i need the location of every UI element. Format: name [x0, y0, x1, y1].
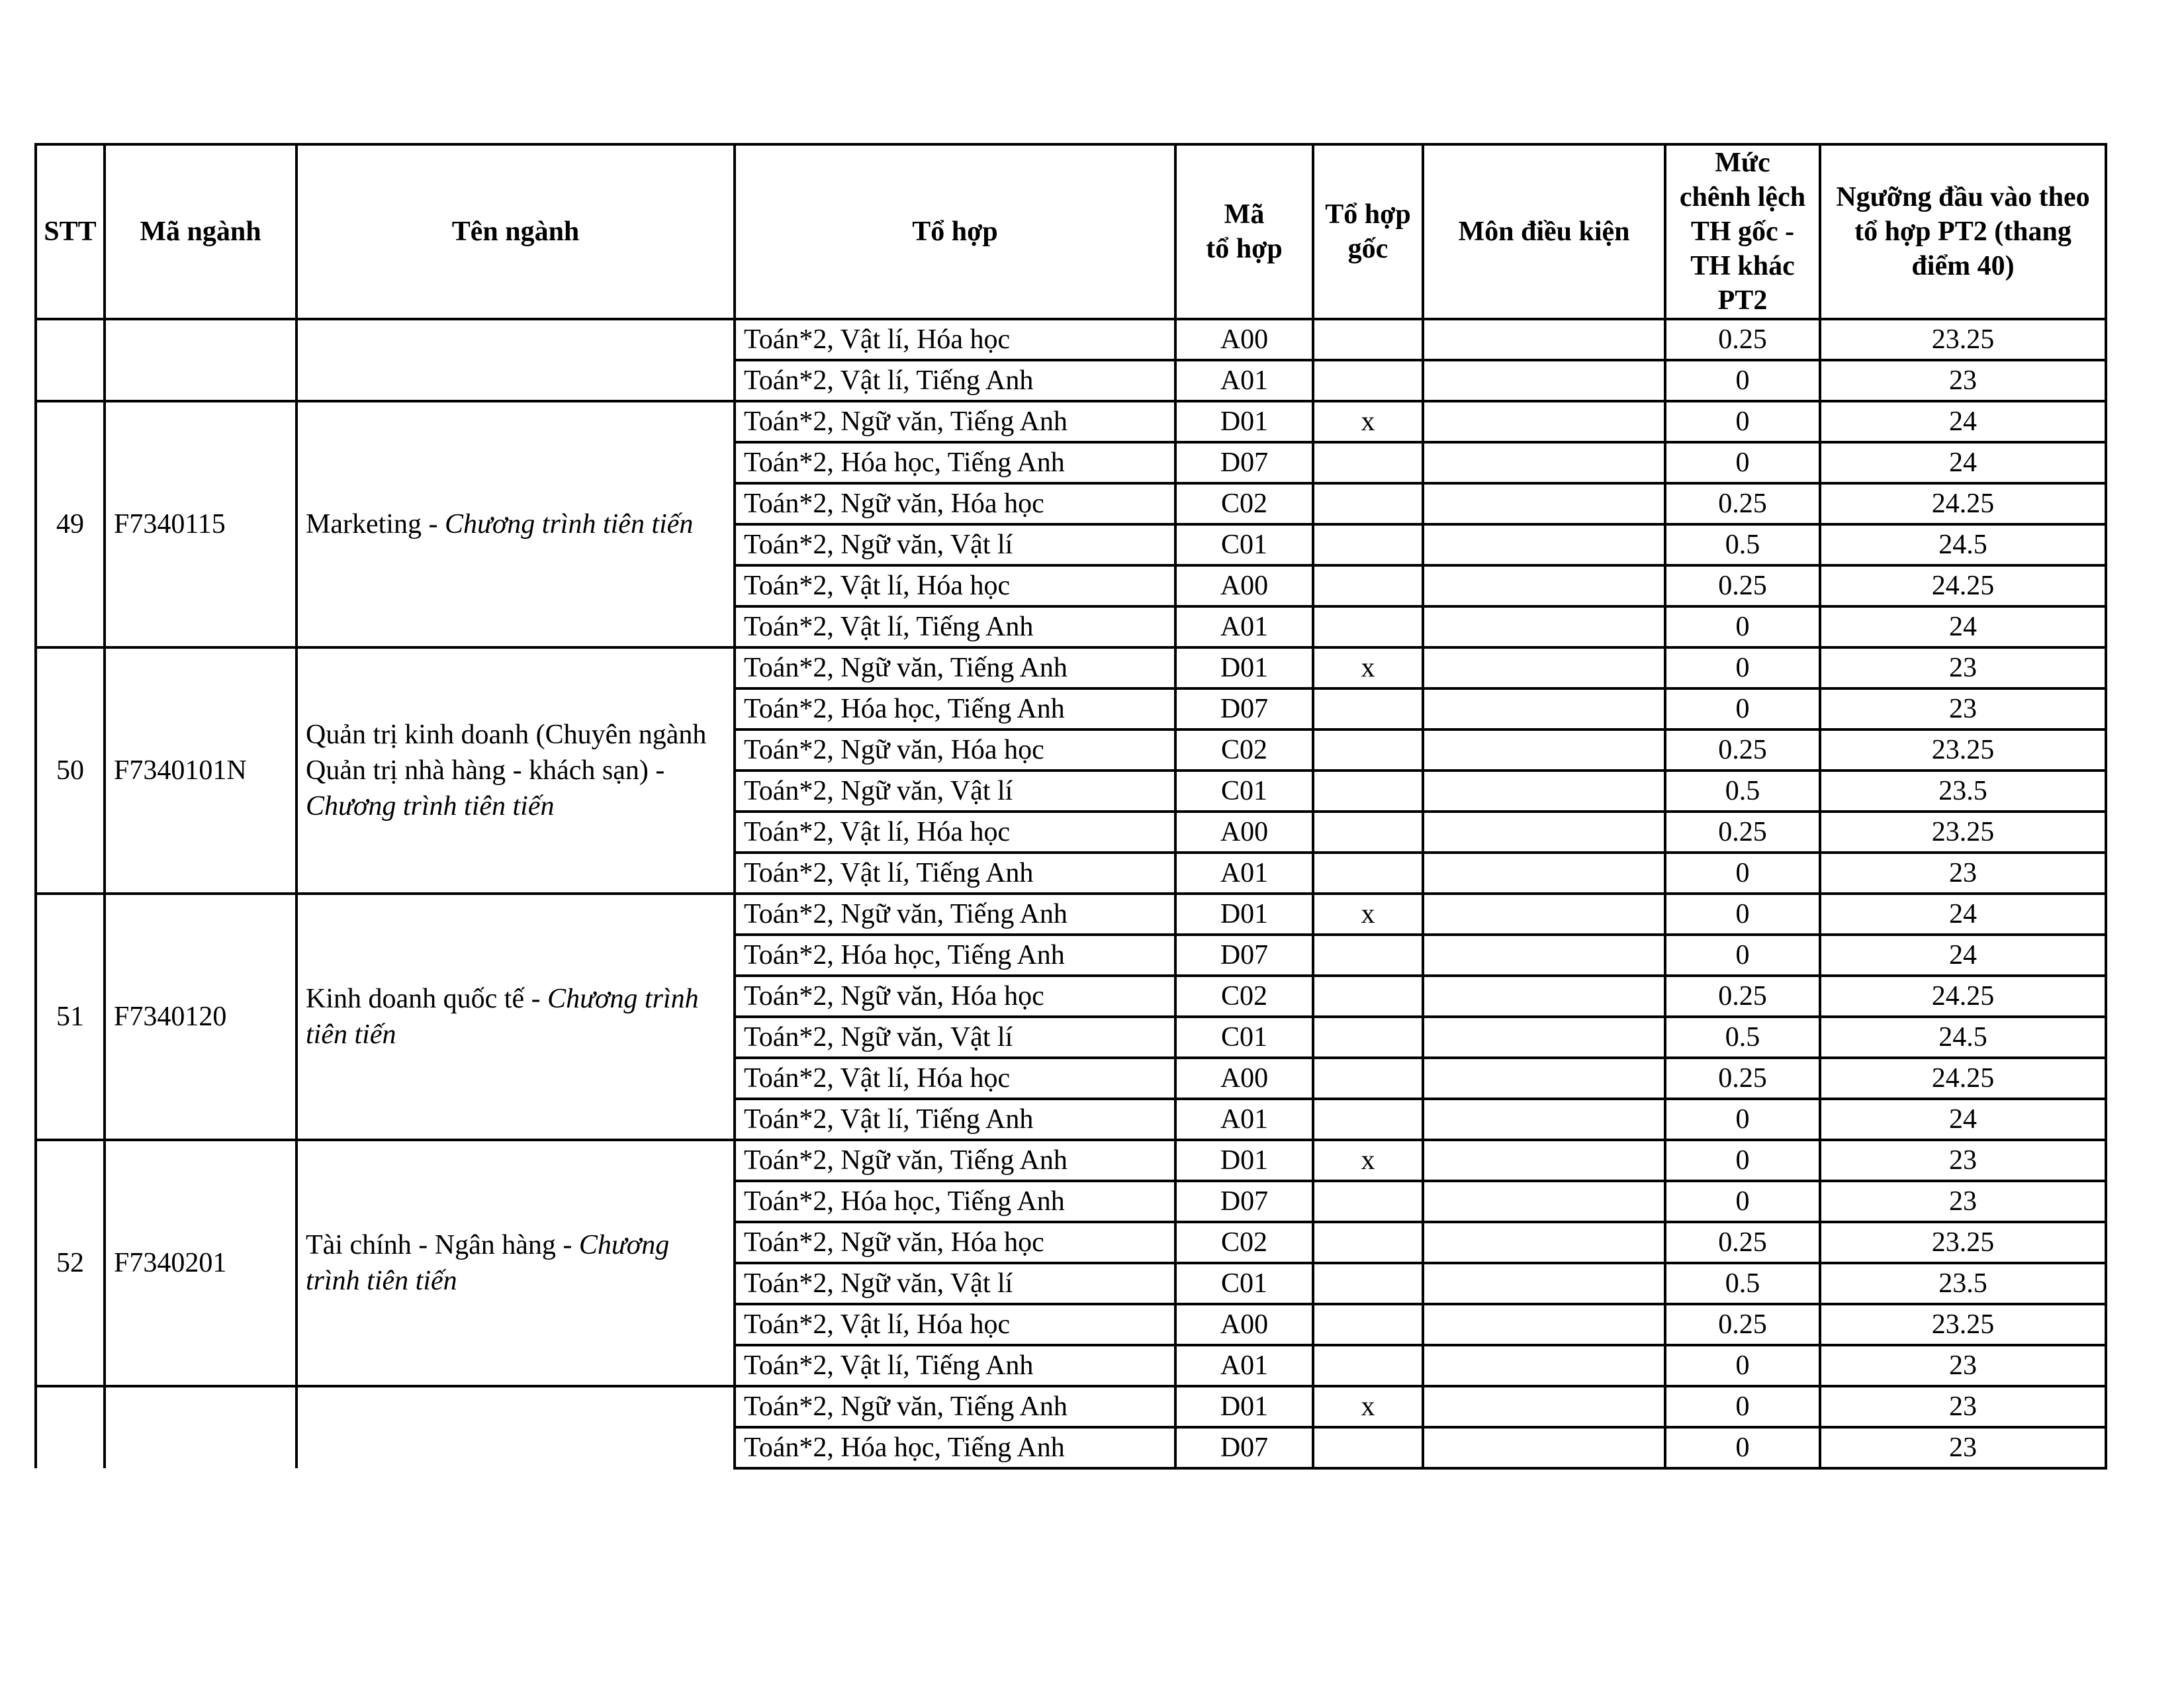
- admission-threshold-table: [34, 143, 2107, 1470]
- threshold-cell: 24: [1820, 401, 2106, 442]
- difference-cell: 0: [1665, 1181, 1820, 1222]
- major-name-text: Quản trị kinh doanh (Chuyên ngành Quản trị nhà hàng - khách sạn) -: [306, 720, 707, 786]
- combination-cell: Toán*2, Ngữ văn, Tiếng Anh: [735, 401, 1175, 442]
- original-combination-cell: [1313, 1222, 1423, 1263]
- combination-code-cell: D01: [1175, 894, 1313, 935]
- difference-cell: 0.25: [1665, 1222, 1820, 1263]
- threshold-cell: 24.5: [1820, 1017, 2106, 1058]
- threshold-cell: 24.25: [1820, 976, 2106, 1017]
- combination-code-cell: D07: [1175, 1427, 1313, 1468]
- difference-cell: 0.25: [1665, 483, 1820, 524]
- combination-cell: Toán*2, Ngữ văn, Tiếng Anh: [735, 1386, 1175, 1427]
- threshold-cell: 24.25: [1820, 565, 2106, 606]
- difference-cell: 0.25: [1665, 319, 1820, 360]
- combination-code-cell: C01: [1175, 1017, 1313, 1058]
- difference-cell: 0: [1665, 1345, 1820, 1386]
- original-combination-cell: [1313, 442, 1423, 483]
- difference-cell: 0.5: [1665, 771, 1820, 812]
- stt-cell: 51: [36, 894, 105, 1140]
- major-name-cell: [296, 401, 735, 647]
- header-ten-nganh: Tên ngành: [296, 144, 735, 319]
- condition-subject-cell: [1423, 1140, 1665, 1181]
- original-combination-cell: [1313, 1099, 1423, 1140]
- condition-subject-cell: [1423, 360, 1665, 401]
- original-combination-cell: [1313, 1304, 1423, 1345]
- threshold-cell: 24.5: [1820, 524, 2106, 565]
- difference-cell: 0: [1665, 1386, 1820, 1427]
- combination-code-cell: A01: [1175, 1099, 1313, 1140]
- original-combination-cell: x: [1313, 401, 1423, 442]
- major-code-cell: F7340115: [105, 401, 296, 647]
- original-combination-cell: [1313, 360, 1423, 401]
- header-ma-nganh: Mã ngành: [105, 144, 296, 319]
- threshold-cell: 23: [1820, 1181, 2106, 1222]
- original-combination-cell: [1313, 853, 1423, 894]
- combination-cell: Toán*2, Ngữ văn, Tiếng Anh: [735, 894, 1175, 935]
- combination-code-cell: A00: [1175, 319, 1313, 360]
- major-name-cell: [296, 894, 735, 1140]
- original-combination-cell: [1313, 1263, 1423, 1304]
- condition-subject-cell: [1423, 894, 1665, 935]
- combination-code-cell: D01: [1175, 1386, 1313, 1427]
- original-combination-cell: [1313, 606, 1423, 647]
- combination-code-cell: A00: [1175, 1058, 1313, 1099]
- program-type-text: Chương trình tiên tiến: [444, 509, 694, 539]
- threshold-cell: 23: [1820, 1140, 2106, 1181]
- combination-cell: Toán*2, Vật lí, Hóa học: [735, 565, 1175, 606]
- combination-code-cell: A01: [1175, 606, 1313, 647]
- condition-subject-cell: [1423, 853, 1665, 894]
- combination-cell: Toán*2, Vật lí, Hóa học: [735, 319, 1175, 360]
- stt-cell: 50: [36, 647, 105, 894]
- combination-cell: Toán*2, Ngữ văn, Vật lí: [735, 1263, 1175, 1304]
- threshold-cell: 24: [1820, 606, 2106, 647]
- difference-cell: 0: [1665, 894, 1820, 935]
- major-name-text: Tài chính - Ngân hàng -: [306, 1230, 579, 1260]
- condition-subject-cell: [1423, 565, 1665, 606]
- original-combination-cell: [1313, 483, 1423, 524]
- original-combination-cell: [1313, 524, 1423, 565]
- combination-cell: Toán*2, Vật lí, Hóa học: [735, 1304, 1175, 1345]
- difference-cell: 0.25: [1665, 565, 1820, 606]
- combination-code-cell: A01: [1175, 1345, 1313, 1386]
- header-nguong: Ngưỡng đầu vào theo tổ hợp PT2 (thang điểm 40): [1820, 144, 2106, 319]
- combination-cell: Toán*2, Hóa học, Tiếng Anh: [735, 935, 1175, 976]
- condition-subject-cell: [1423, 729, 1665, 771]
- combination-code-cell: A00: [1175, 565, 1313, 606]
- difference-cell: 0: [1665, 1427, 1820, 1468]
- threshold-cell: 23: [1820, 1345, 2106, 1386]
- difference-cell: 0: [1665, 647, 1820, 688]
- threshold-cell: 23: [1820, 853, 2106, 894]
- threshold-cell: 23: [1820, 360, 2106, 401]
- difference-cell: 0.25: [1665, 976, 1820, 1017]
- table-row: [36, 1140, 2106, 1181]
- major-name-text: Kinh doanh quốc tế -: [306, 984, 548, 1014]
- difference-cell: 0: [1665, 935, 1820, 976]
- difference-cell: 0: [1665, 688, 1820, 729]
- table-row: [36, 647, 2106, 688]
- combination-code-cell: D07: [1175, 442, 1313, 483]
- original-combination-cell: [1313, 812, 1423, 853]
- header-muc-chenh-lech: Mức chênh lệch TH gốc - TH khác PT2: [1665, 144, 1820, 319]
- difference-cell: 0: [1665, 1140, 1820, 1181]
- combination-code-cell: D01: [1175, 401, 1313, 442]
- threshold-cell: 24: [1820, 894, 2106, 935]
- difference-cell: 0: [1665, 401, 1820, 442]
- difference-cell: 0.25: [1665, 1058, 1820, 1099]
- threshold-cell: 23: [1820, 1427, 2106, 1468]
- combination-code-cell: A01: [1175, 360, 1313, 401]
- combination-cell: Toán*2, Ngữ văn, Vật lí: [735, 524, 1175, 565]
- condition-subject-cell: [1423, 483, 1665, 524]
- original-combination-cell: [1313, 319, 1423, 360]
- combination-code-cell: C01: [1175, 524, 1313, 565]
- stt-cell: 52: [36, 1140, 105, 1386]
- combination-cell: Toán*2, Hóa học, Tiếng Anh: [735, 688, 1175, 729]
- program-type-text: Chương trình tiên tiến: [306, 791, 555, 821]
- combination-cell: Toán*2, Ngữ văn, Vật lí: [735, 1017, 1175, 1058]
- combination-cell: Toán*2, Ngữ văn, Hóa học: [735, 976, 1175, 1017]
- original-combination-cell: [1313, 976, 1423, 1017]
- program-type-text: Chương trình tiên tiến: [306, 1230, 670, 1296]
- combination-code-cell: D07: [1175, 935, 1313, 976]
- original-combination-cell: [1313, 565, 1423, 606]
- condition-subject-cell: [1423, 771, 1665, 812]
- condition-subject-cell: [1423, 1058, 1665, 1099]
- difference-cell: 0.5: [1665, 1263, 1820, 1304]
- major-name-text: Marketing -: [306, 509, 445, 539]
- combination-cell: Toán*2, Ngữ văn, Vật lí: [735, 771, 1175, 812]
- original-combination-cell: x: [1313, 647, 1423, 688]
- header-row: [36, 144, 2106, 319]
- combination-code-cell: C01: [1175, 1263, 1313, 1304]
- combination-cell: Toán*2, Hóa học, Tiếng Anh: [735, 1181, 1175, 1222]
- difference-cell: 0: [1665, 606, 1820, 647]
- combination-code-cell: A00: [1175, 812, 1313, 853]
- table-row: [36, 401, 2106, 442]
- difference-cell: 0.25: [1665, 729, 1820, 771]
- threshold-cell: 23.25: [1820, 729, 2106, 771]
- table-row: [36, 894, 2106, 935]
- header-to-hop: Tổ hợp: [735, 144, 1175, 319]
- header-to-hop-goc: Tổ hợp gốc: [1313, 144, 1423, 319]
- condition-subject-cell: [1423, 606, 1665, 647]
- original-combination-cell: x: [1313, 894, 1423, 935]
- original-combination-cell: [1313, 1181, 1423, 1222]
- program-type-text: Chương trình tiên tiến: [306, 984, 699, 1050]
- original-combination-cell: [1313, 1345, 1423, 1386]
- difference-cell: 0: [1665, 1099, 1820, 1140]
- original-combination-cell: x: [1313, 1140, 1423, 1181]
- condition-subject-cell: [1423, 442, 1665, 483]
- header-ma-to-hop: Mã tổ hợp: [1175, 144, 1313, 319]
- condition-subject-cell: [1423, 1181, 1665, 1222]
- original-combination-cell: [1313, 935, 1423, 976]
- threshold-cell: 23: [1820, 647, 2106, 688]
- original-combination-cell: [1313, 771, 1423, 812]
- combination-code-cell: A01: [1175, 853, 1313, 894]
- combination-cell: Toán*2, Ngữ văn, Hóa học: [735, 729, 1175, 771]
- condition-subject-cell: [1423, 1427, 1665, 1468]
- combination-code-cell: C02: [1175, 729, 1313, 771]
- table-row: [36, 1386, 2106, 1427]
- condition-subject-cell: [1423, 688, 1665, 729]
- table-body: [36, 319, 2106, 1468]
- original-combination-cell: [1313, 729, 1423, 771]
- combination-cell: Toán*2, Vật lí, Hóa học: [735, 812, 1175, 853]
- combination-code-cell: C01: [1175, 771, 1313, 812]
- combination-code-cell: C02: [1175, 976, 1313, 1017]
- combination-cell: Toán*2, Vật lí, Tiếng Anh: [735, 360, 1175, 401]
- combination-cell: Toán*2, Ngữ văn, Hóa học: [735, 1222, 1175, 1263]
- major-code-cell: F7340120: [105, 894, 296, 1140]
- table-row: [36, 319, 2106, 360]
- threshold-cell: 24.25: [1820, 1058, 2106, 1099]
- difference-cell: 0: [1665, 360, 1820, 401]
- header-stt: STT: [36, 144, 105, 319]
- combination-code-cell: C02: [1175, 483, 1313, 524]
- condition-subject-cell: [1423, 1263, 1665, 1304]
- condition-subject-cell: [1423, 1222, 1665, 1263]
- combination-code-cell: D01: [1175, 1140, 1313, 1181]
- condition-subject-cell: [1423, 647, 1665, 688]
- condition-subject-cell: [1423, 812, 1665, 853]
- combination-code-cell: D07: [1175, 1181, 1313, 1222]
- threshold-cell: 23.25: [1820, 319, 2106, 360]
- threshold-cell: 24: [1820, 935, 2106, 976]
- difference-cell: 0.25: [1665, 812, 1820, 853]
- threshold-cell: 24: [1820, 442, 2106, 483]
- combination-cell: Toán*2, Ngữ văn, Tiếng Anh: [735, 647, 1175, 688]
- condition-subject-cell: [1423, 1304, 1665, 1345]
- condition-subject-cell: [1423, 976, 1665, 1017]
- condition-subject-cell: [1423, 401, 1665, 442]
- major-code-cell: F7340201: [105, 1140, 296, 1386]
- threshold-cell: 23.25: [1820, 1304, 2106, 1345]
- combination-cell: Toán*2, Vật lí, Tiếng Anh: [735, 1099, 1175, 1140]
- condition-subject-cell: [1423, 1386, 1665, 1427]
- threshold-cell: 23.5: [1820, 1263, 2106, 1304]
- difference-cell: 0.5: [1665, 524, 1820, 565]
- threshold-cell: 23.5: [1820, 771, 2106, 812]
- combination-cell: Toán*2, Vật lí, Hóa học: [735, 1058, 1175, 1099]
- combination-cell: Toán*2, Ngữ văn, Tiếng Anh: [735, 1140, 1175, 1181]
- header-mon-dieu-kien: Môn điều kiện: [1423, 144, 1665, 319]
- stt-cell: [36, 1386, 105, 1468]
- difference-cell: 0: [1665, 853, 1820, 894]
- threshold-cell: 23.25: [1820, 812, 2106, 853]
- combination-cell: Toán*2, Hóa học, Tiếng Anh: [735, 1427, 1175, 1468]
- condition-subject-cell: [1423, 1345, 1665, 1386]
- original-combination-cell: x: [1313, 1386, 1423, 1427]
- combination-cell: Toán*2, Vật lí, Tiếng Anh: [735, 853, 1175, 894]
- condition-subject-cell: [1423, 319, 1665, 360]
- threshold-cell: 24.25: [1820, 483, 2106, 524]
- combination-code-cell: D07: [1175, 688, 1313, 729]
- combination-cell: Toán*2, Ngữ văn, Hóa học: [735, 483, 1175, 524]
- threshold-cell: 23.25: [1820, 1222, 2106, 1263]
- major-name-cell: [296, 1140, 735, 1386]
- threshold-cell: 23: [1820, 688, 2106, 729]
- major-code-cell: F7340101N: [105, 647, 296, 894]
- difference-cell: 0: [1665, 442, 1820, 483]
- threshold-cell: 23: [1820, 1386, 2106, 1427]
- combination-cell: Toán*2, Hóa học, Tiếng Anh: [735, 442, 1175, 483]
- stt-cell: 49: [36, 401, 105, 647]
- original-combination-cell: [1313, 688, 1423, 729]
- stt-cell: [36, 319, 105, 401]
- condition-subject-cell: [1423, 935, 1665, 976]
- combination-code-cell: D01: [1175, 647, 1313, 688]
- original-combination-cell: [1313, 1427, 1423, 1468]
- major-name-cell: [296, 1386, 735, 1468]
- condition-subject-cell: [1423, 1099, 1665, 1140]
- combination-code-cell: A00: [1175, 1304, 1313, 1345]
- original-combination-cell: [1313, 1017, 1423, 1058]
- combination-cell: Toán*2, Vật lí, Tiếng Anh: [735, 606, 1175, 647]
- condition-subject-cell: [1423, 524, 1665, 565]
- major-code-cell: [105, 319, 296, 401]
- original-combination-cell: [1313, 1058, 1423, 1099]
- major-code-cell: [105, 1386, 296, 1468]
- threshold-cell: 24: [1820, 1099, 2106, 1140]
- condition-subject-cell: [1423, 1017, 1665, 1058]
- major-name-cell: [296, 647, 735, 894]
- combination-cell: Toán*2, Vật lí, Tiếng Anh: [735, 1345, 1175, 1386]
- difference-cell: 0.25: [1665, 1304, 1820, 1345]
- major-name-cell: [296, 319, 735, 401]
- difference-cell: 0.5: [1665, 1017, 1820, 1058]
- combination-code-cell: C02: [1175, 1222, 1313, 1263]
